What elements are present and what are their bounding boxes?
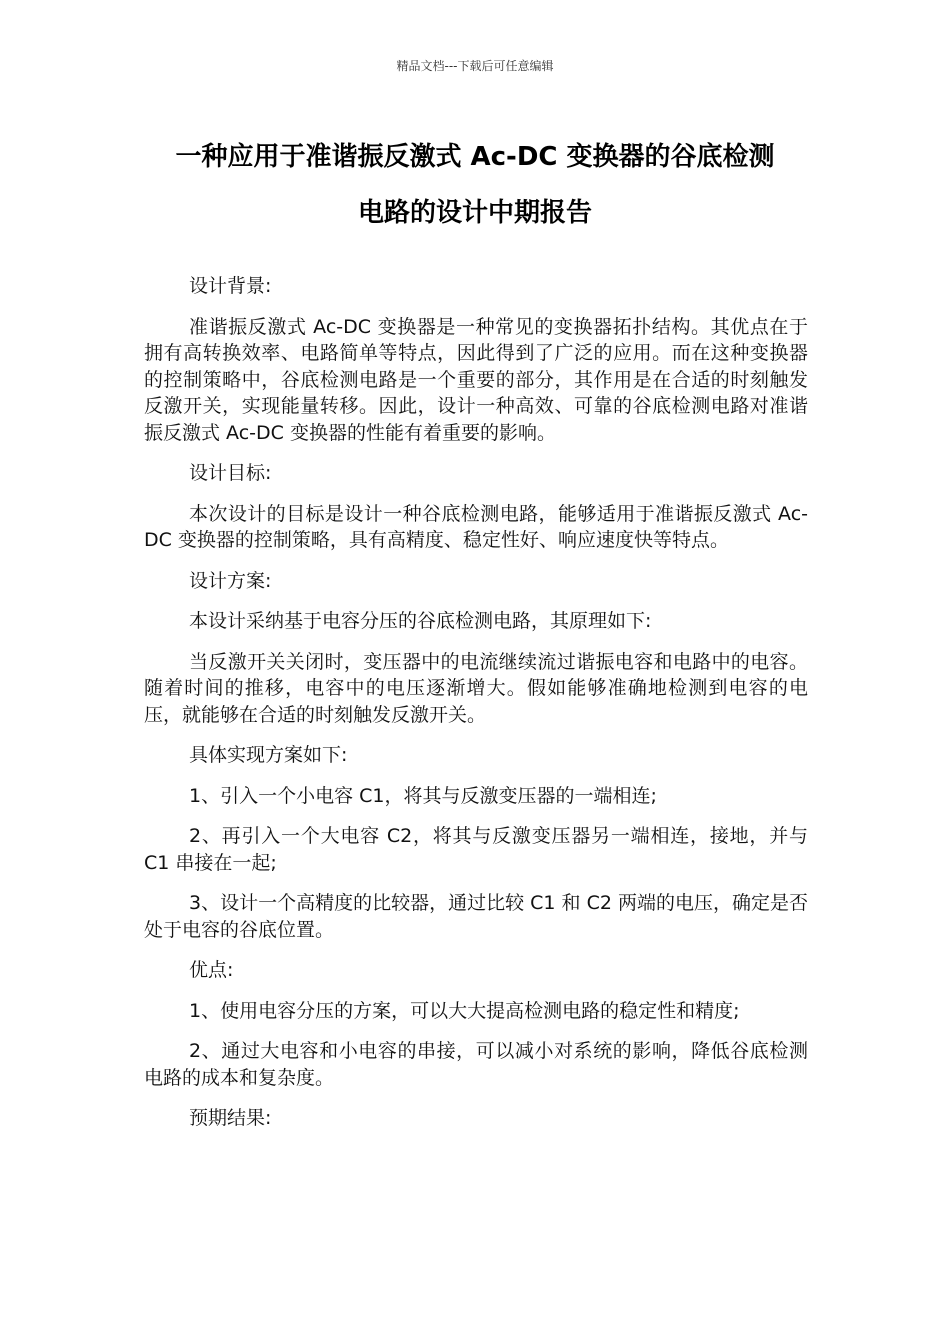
section-heading-background: 设计背景: — [189, 275, 272, 297]
paragraph-implementation-heading: 具体实现方案如下: — [189, 744, 348, 766]
implementation-step-2: 2、再引入一个大电容 C2，将其与反激变压器另一端相连，接地，并与 C1 串接在一起; — [144, 825, 808, 874]
implementation-step-3: 3、设计一个高精度的比较器，通过比较 C1 和 C2 两端的电压，确定是否处于电容的谷底位置。 — [144, 892, 808, 941]
advantage-1: 1、使用电容分压的方案，可以大大提高检测电路的稳定性和精度; — [189, 999, 740, 1022]
paragraph-principle: 当反激开关关闭时，变压器中的电流继续流过谐振电容和电路中的电容。随着时间的推移，电容中的电压逐渐增大。假如能够准确地检测到电容的电压，就能够在合适的时刻触发反激开关。 — [144, 650, 808, 726]
section-heading-goal: 设计目标: — [189, 462, 272, 484]
section-heading-scheme: 设计方案: — [189, 569, 272, 592]
advantage-2: 2、通过大电容和小电容的串接，可以减小对系统的影响，降低谷底检测电路的成本和复杂度。 — [144, 1040, 808, 1089]
section-heading-advantages: 优点: — [189, 959, 234, 981]
implementation-step-1: 1、引入一个小电容 C1，将其与反激变压器的一端相连; — [189, 784, 657, 807]
section-heading-expected-results: 预期结果: — [189, 1107, 272, 1129]
document-title-line-2: 电路的设计中期报告 — [357, 198, 592, 228]
paragraph-scheme-intro: 本设计采纳基于电容分压的谷底检测电路，其原理如下: — [189, 610, 652, 632]
header-note: 精品文档---下载后可任意编辑 — [396, 59, 554, 73]
paragraph-background: 准谐振反激式 Ac-DC 变换器是一种常见的变换器拓扑结构。其优点在于拥有高转换效率、电路简单等特点，因此得到了广泛的应用。而在这种变换器的控制策略中，谷底检测电路是一个重要的部分，其作用是在合适的时刻触发反激开关，实现能量转移。因此，设计一种高效、可靠的谷底检测电路对准谐振反激式 Ac-DC 变换器的性能有着重要的影响。 — [144, 315, 808, 444]
document-body — [144, 273, 808, 1146]
document-title-line-1: 一种应用于准谐振反激式 Ac-DC 变换器的谷底检测 — [175, 142, 775, 172]
paragraph-goal: 本次设计的目标是设计一种谷底检测电路，能够适用于准谐振反激式 Ac-DC 变换器的控制策略，具有高精度、稳定性好、响应速度快等特点。 — [144, 502, 808, 551]
